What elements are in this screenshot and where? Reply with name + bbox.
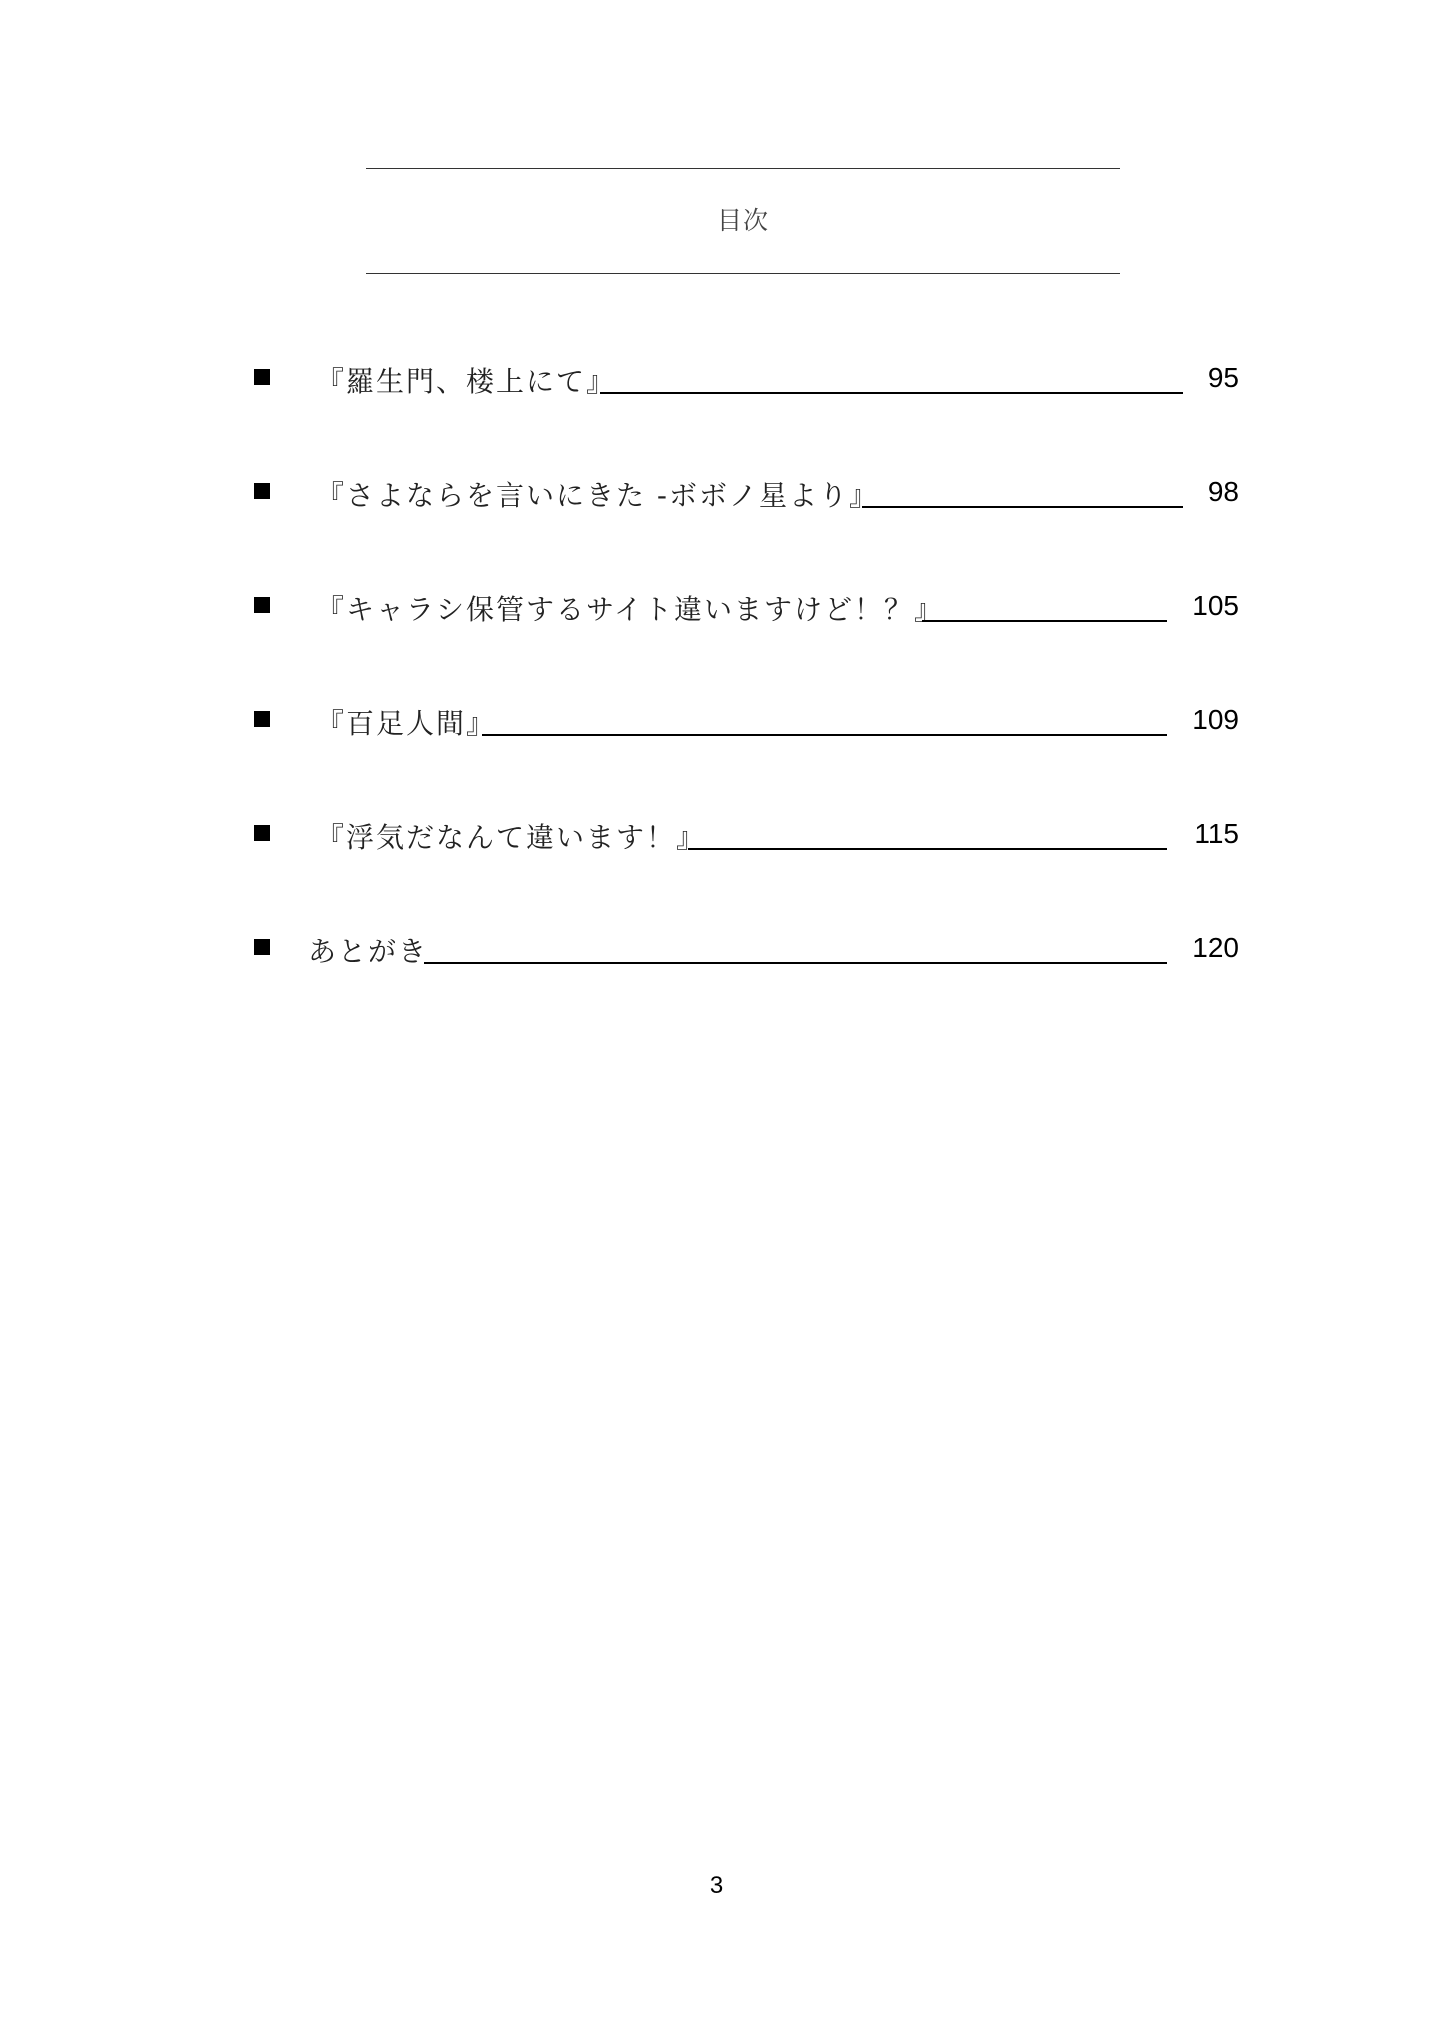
square-bullet-icon xyxy=(254,369,270,385)
page-number: 3 xyxy=(709,1872,724,1899)
square-bullet-icon xyxy=(254,939,270,955)
toc-entry-page-number: 109 xyxy=(1192,704,1239,735)
square-bullet-icon xyxy=(254,597,270,613)
toc-leader-line xyxy=(482,734,1167,736)
toc-entry-page-number: 115 xyxy=(1194,818,1239,849)
toc-entry-title: 『浮気だなんて違います！』 xyxy=(316,821,707,854)
toc-leader-line xyxy=(688,848,1167,850)
toc-entry-title: 『百足人間』 xyxy=(316,707,497,740)
toc-entry xyxy=(0,472,1433,516)
toc-entry-title: 『キャラシ保管するサイト違いますけど！？』 xyxy=(316,593,945,626)
square-bullet-icon xyxy=(254,711,270,727)
toc-leader-line xyxy=(922,620,1167,622)
toc-entry xyxy=(0,928,1433,972)
toc-entry-page-number: 98 xyxy=(1207,476,1239,507)
toc-leader-line xyxy=(862,506,1183,508)
square-bullet-icon xyxy=(254,825,270,841)
toc-entry xyxy=(0,814,1433,858)
toc-entry-title: 『さよならを言いにきた -ボボノ星より』 xyxy=(316,479,880,512)
toc-entry xyxy=(0,700,1433,744)
toc-entry xyxy=(0,358,1433,402)
toc-leader-line xyxy=(600,392,1183,394)
toc-entry-page-number: 120 xyxy=(1192,932,1239,963)
toc-leader-line xyxy=(424,962,1167,964)
toc-entry-page-number: 105 xyxy=(1192,590,1239,621)
toc-list xyxy=(0,0,1433,1000)
toc-entry-page-number: 95 xyxy=(1207,362,1239,393)
toc-heading: 目次 xyxy=(716,206,769,235)
toc-entry-title: 『羅生門、楼上にて』 xyxy=(316,365,617,398)
square-bullet-icon xyxy=(254,483,270,499)
toc-entry xyxy=(0,586,1433,630)
toc-entry-title: あとがき xyxy=(308,935,429,968)
